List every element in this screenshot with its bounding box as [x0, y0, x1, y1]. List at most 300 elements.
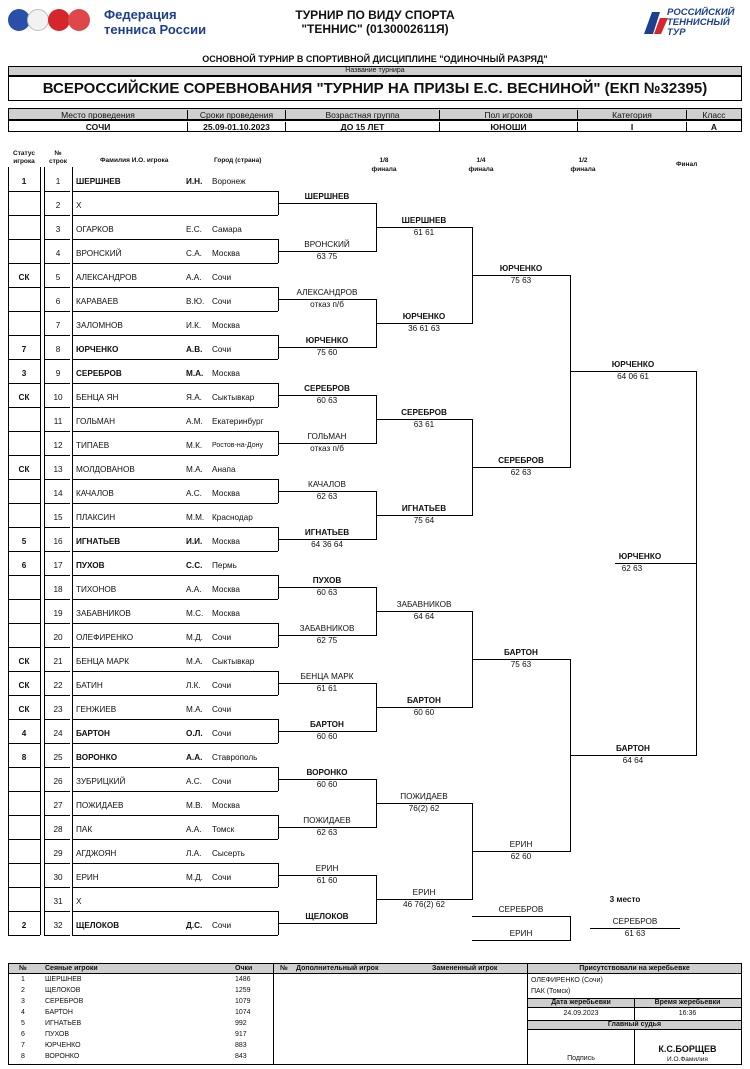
seed-points: 883 — [235, 1042, 247, 1049]
player-row-no: 30 — [53, 873, 63, 882]
player-initials: О.Л. — [186, 729, 203, 738]
third-place-label: 3 место — [609, 895, 641, 904]
bracket-line — [72, 839, 278, 840]
bracket-line — [40, 743, 41, 767]
bracket-line — [8, 455, 40, 456]
player-row-no: 23 — [53, 705, 63, 714]
player-status: 6 — [21, 561, 27, 570]
bracket-line — [8, 935, 40, 936]
draw-date-label: Дата жеребьевки — [551, 999, 611, 1006]
seed-no: 8 — [21, 1053, 25, 1060]
player-surname: ОГАРКОВ — [76, 225, 114, 234]
bracket-line — [40, 647, 41, 671]
repl-col-replaced: Замененный игрок — [432, 965, 498, 972]
bracket-line — [72, 767, 73, 791]
bracket-line — [44, 743, 45, 767]
player-row-no: 9 — [55, 369, 61, 378]
seed-points: 1486 — [235, 976, 251, 983]
bracket-line — [8, 719, 9, 743]
seed-name: ВОРОНКО — [45, 1053, 80, 1060]
bracket-line — [8, 191, 40, 192]
info-category-header: Категория — [577, 110, 686, 120]
bracket-line — [72, 383, 73, 407]
bracket-line — [8, 551, 40, 552]
player-initials: М.В. — [186, 801, 203, 810]
final-score: 64 64 — [622, 756, 644, 765]
bracket-line — [40, 527, 41, 551]
federation-line2: тенниса России — [104, 22, 207, 37]
bracket-line — [72, 455, 278, 456]
player-city: Сочи — [212, 777, 232, 786]
bracket-line — [8, 431, 40, 432]
bracket-line — [40, 335, 41, 359]
bracket-line — [44, 191, 45, 215]
seed-name: БАРТОН — [45, 1009, 73, 1016]
bracket-line — [44, 887, 70, 888]
player-status: СК — [18, 393, 30, 402]
bracket-line — [8, 455, 9, 479]
bracket-line — [72, 335, 278, 336]
bracket-line — [44, 239, 45, 263]
bracket-line — [72, 263, 73, 287]
bracket-line — [72, 719, 73, 743]
bracket-line — [8, 575, 9, 599]
bracket-line — [44, 671, 70, 672]
player-city: Москва — [212, 801, 240, 810]
bracket-line — [44, 647, 70, 648]
bracket-line — [72, 191, 278, 192]
bracket-line — [72, 503, 73, 527]
bracket-line — [8, 239, 40, 240]
bracket-line — [72, 815, 73, 839]
player-initials: А.В. — [186, 345, 203, 354]
bracket-line — [40, 623, 41, 647]
player-row-no: 24 — [53, 729, 63, 738]
player-city: Сыктывкар — [212, 657, 255, 666]
bracket-line — [8, 863, 40, 864]
qf-winner-name: ИГНАТЬЕВ — [401, 504, 447, 513]
qf-score: 75 64 — [413, 516, 435, 525]
qf-winner-name: ПОЖИДАЕВ — [400, 792, 448, 801]
player-surname: ЩЕЛОКОВ — [76, 921, 120, 930]
bracket-line — [8, 863, 9, 887]
player-surname: ШЕРШНЕВ — [76, 177, 121, 186]
qf-score: 46 76(2) 62 — [403, 900, 445, 909]
player-initials: А.А. — [186, 585, 202, 594]
r16-winner-name: БЕНЦА МАРК — [300, 672, 354, 681]
seed-name: ЮРЧЕНКО — [45, 1042, 81, 1049]
bracket-line — [72, 887, 278, 888]
r16-winner-name: БАРТОН — [310, 720, 344, 729]
r16-score: 62 75 — [316, 636, 338, 645]
player-initials: М.Д. — [186, 633, 203, 642]
bracket-line — [44, 767, 70, 768]
player-surname: ГОЛЬМАН — [76, 417, 116, 426]
bracket-line — [44, 527, 45, 551]
draw-time-label: Время жеребьевки — [654, 999, 721, 1006]
seed-no: 6 — [21, 1031, 25, 1038]
title-line2: "ТЕННИС" (0130002611Я) — [301, 22, 449, 36]
bracket-line — [8, 191, 9, 215]
bracket-line — [44, 407, 45, 431]
bracket-line — [8, 503, 40, 504]
bracket-line — [8, 647, 40, 648]
bracket-line — [72, 599, 73, 623]
present-2: ПАК (Томск) — [531, 988, 571, 995]
bracket-line — [72, 527, 73, 551]
bracket-line — [72, 527, 278, 528]
player-row-no: 27 — [53, 801, 63, 810]
col-row-no-header: № строк — [49, 150, 67, 165]
r16-winner-name: ШЕРШНЕВ — [304, 192, 350, 201]
bracket-line — [72, 311, 73, 335]
info-age: ДО 15 ЛЕТ — [285, 122, 439, 132]
player-row-no: 17 — [53, 561, 63, 570]
player-row-no: 21 — [53, 657, 63, 666]
bracket-line — [44, 839, 70, 840]
bracket-line — [44, 863, 70, 864]
bracket-line — [8, 791, 40, 792]
player-surname: ТИХОНОВ — [76, 585, 117, 594]
referee-label: Главный судья — [607, 1021, 662, 1028]
bracket-line — [72, 263, 278, 264]
bracket-line — [8, 695, 40, 696]
bracket-line — [72, 575, 278, 576]
bracket-line — [40, 911, 41, 935]
player-city: Москва — [212, 321, 240, 330]
bracket-line — [40, 719, 41, 743]
bracket-line — [44, 215, 70, 216]
player-initials: М.А. — [186, 705, 203, 714]
player-row-no: 32 — [53, 921, 63, 930]
bracket-line — [40, 479, 41, 503]
player-row-no: 22 — [53, 681, 63, 690]
player-city: Сочи — [212, 873, 232, 882]
player-initials: И.Н. — [186, 177, 203, 186]
bracket-line — [40, 311, 41, 335]
bracket-line — [72, 551, 73, 575]
player-surname: КАРАВАЕВ — [76, 297, 119, 306]
bracket-line — [44, 359, 70, 360]
player-surname: АГДЖОЯН — [76, 849, 117, 858]
player-city: Анапа — [212, 465, 236, 474]
player-city: Сочи — [212, 705, 232, 714]
r16-winner-name: КАЧАЛОВ — [308, 480, 346, 489]
r16-score: 75 60 — [316, 348, 338, 357]
bracket-line — [8, 215, 40, 216]
bracket-line — [72, 239, 278, 240]
bracket-line — [72, 791, 278, 792]
player-initials: А.С. — [186, 777, 202, 786]
bracket-line — [8, 767, 40, 768]
seed-row — [9, 1019, 273, 1030]
seed-no: 7 — [21, 1042, 25, 1049]
bracket-line — [8, 383, 40, 384]
bracket-line — [40, 815, 41, 839]
bracket-line — [44, 479, 45, 503]
bracket-line — [72, 407, 278, 408]
r16-winner-name: ВРОНСКИЙ — [304, 240, 350, 249]
player-initials: А.А. — [186, 825, 202, 834]
player-city: Сочи — [212, 297, 232, 306]
player-initials: М.К. — [186, 441, 203, 450]
referee-caption: И.О.Фамилия — [667, 1056, 708, 1063]
bracket-line — [40, 239, 41, 263]
player-surname: Х — [76, 897, 82, 906]
bracket-line — [40, 455, 41, 479]
bracket-line — [8, 815, 40, 816]
bracket-line — [8, 335, 40, 336]
r16-score: отказ п/б — [310, 300, 344, 309]
player-row-no: 16 — [53, 537, 63, 546]
player-city: Сочи — [212, 681, 232, 690]
seed-row — [9, 986, 273, 997]
info-gender-header: Пол игроков — [439, 110, 577, 120]
bracket-line — [40, 671, 41, 695]
player-status: СК — [18, 681, 30, 690]
bracket-line — [278, 923, 376, 924]
bracket-line — [72, 383, 278, 384]
seed-no: 5 — [21, 1020, 25, 1027]
player-city: Томск — [212, 825, 235, 834]
bracket-line — [72, 407, 73, 431]
federation-line1: Федерация — [104, 7, 177, 22]
bracket-line — [72, 671, 73, 695]
player-surname: ТИПАЕВ — [76, 441, 110, 450]
bracket-line — [44, 719, 70, 720]
bracket-line — [72, 911, 73, 935]
rtt-line1: РОССИЙСКИЙ — [667, 7, 735, 18]
bracket-line — [8, 263, 40, 264]
player-city: Ставрополь — [212, 753, 258, 762]
bracket-line — [72, 239, 73, 263]
seed-row — [9, 1052, 273, 1063]
bracket-line — [44, 815, 45, 839]
player-surname: ЗАБАВНИКОВ — [76, 609, 131, 618]
player-city: Воронеж — [212, 177, 246, 186]
bracket-line — [44, 287, 45, 311]
bracket-line — [40, 551, 41, 575]
player-row-no: 4 — [55, 249, 61, 258]
bracket-line — [8, 647, 9, 671]
player-status: 5 — [21, 537, 27, 546]
bracket-line — [40, 767, 41, 791]
player-status: 8 — [21, 753, 27, 762]
player-surname: АЛЕКСАНДРОВ — [76, 273, 137, 282]
seed-points: 1079 — [235, 998, 251, 1005]
bracket-line — [44, 287, 70, 288]
info-venue-header: Место проведения — [61, 110, 135, 120]
r16-score: 60 60 — [316, 732, 338, 741]
bracket-line — [8, 287, 40, 288]
bracket-line — [44, 311, 70, 312]
r16-winner-name: ПОЖИДАЕВ — [303, 816, 351, 825]
bracket-line — [40, 359, 41, 383]
r16-score: 60 60 — [316, 780, 338, 789]
final-winner-name: ЮРЧЕНКО — [611, 360, 655, 369]
bracket-line — [72, 671, 278, 672]
bracket-line — [8, 839, 9, 863]
info-gender: ЮНОШИ — [439, 122, 577, 132]
bracket-line — [8, 887, 40, 888]
r16-winner-name: ЕРИН — [315, 864, 339, 873]
bracket-line — [8, 239, 9, 263]
bracket-line — [44, 599, 45, 623]
bracket-line — [72, 359, 278, 360]
bracket-line — [72, 431, 278, 432]
qf-score: 36 61 63 — [408, 324, 440, 333]
bracket-line — [72, 623, 73, 647]
seed-name: ШЕРШНЕВ — [45, 976, 82, 983]
bracket-line — [44, 383, 45, 407]
bracket-line — [44, 791, 70, 792]
seed-row — [9, 997, 273, 1008]
player-city: Сыктывкар — [212, 393, 255, 402]
player-initials: М.С. — [186, 609, 204, 618]
bracket-line — [72, 719, 278, 720]
player-city: Краснодар — [212, 513, 253, 522]
seeds-table — [8, 963, 274, 1065]
bracket-line — [40, 863, 41, 887]
third-place-winner: СЕРЕБРОВ — [612, 917, 658, 926]
player-initials: М.А. — [186, 657, 203, 666]
seeds-col-no: № — [19, 965, 27, 972]
bracket-line — [8, 407, 40, 408]
player-city: Москва — [212, 537, 240, 546]
bracket-line — [72, 815, 278, 816]
player-status: 3 — [21, 369, 27, 378]
qf-score: 63 61 — [413, 420, 435, 429]
bracket-line — [278, 203, 376, 204]
info-dates: 25.09-01.10.2023 — [187, 122, 285, 132]
seed-points: 1259 — [235, 987, 251, 994]
bracket-line — [8, 407, 9, 431]
champion-name: ЮРЧЕНКО — [618, 552, 662, 561]
bracket-line — [72, 215, 73, 239]
sf-score: 75 63 — [510, 276, 532, 285]
seed-row — [9, 1030, 273, 1041]
player-city: Сочи — [212, 345, 232, 354]
bracket-line — [44, 455, 70, 456]
champion-score: 62 63 — [621, 564, 643, 573]
info-age-header: Возрастная группа — [285, 110, 439, 120]
r16-winner-name: ЮРЧЕНКО — [305, 336, 349, 345]
bracket-line — [40, 791, 41, 815]
bracket-line — [8, 575, 40, 576]
qf-winner-name: ЗАБАВНИКОВ — [396, 600, 452, 609]
r16-score: 60 63 — [316, 588, 338, 597]
bracket-line — [72, 935, 278, 936]
col-city-header: Город (страна) — [214, 157, 262, 164]
player-row-no: 19 — [53, 609, 63, 618]
player-row-no: 5 — [55, 273, 61, 282]
bracket-line — [8, 311, 9, 335]
player-surname: ПАК — [76, 825, 93, 834]
seed-points: 992 — [235, 1020, 247, 1027]
r16-score: 60 63 — [316, 396, 338, 405]
r16-winner-name: СЕРЕБРОВ — [304, 384, 350, 393]
player-surname: БЕНЦА МАРК — [76, 657, 130, 666]
player-city: Пермь — [212, 561, 237, 570]
bracket-line — [44, 935, 70, 936]
player-row-no: 25 — [53, 753, 63, 762]
player-row-no: 29 — [53, 849, 63, 858]
bracket-line — [44, 815, 70, 816]
player-surname: БЕНЦА ЯН — [76, 393, 119, 402]
player-surname: ВРОНСКИЙ — [76, 249, 122, 258]
player-row-no: 6 — [55, 297, 61, 306]
bracket-line — [8, 743, 9, 767]
qf-winner-name: БАРТОН — [407, 696, 441, 705]
bracket-line — [44, 551, 70, 552]
seed-name: ПУХОВ — [45, 1031, 70, 1038]
player-initials: И.И. — [186, 537, 203, 546]
col-sf-header: 1/2 финала — [570, 157, 596, 173]
seed-row — [9, 1008, 273, 1019]
player-status: СК — [18, 273, 30, 282]
bracket-line — [8, 527, 9, 551]
bracket-line — [8, 599, 9, 623]
seed-no: 3 — [21, 998, 25, 1005]
col-qf-header: 1/4 финала — [468, 157, 494, 173]
bracket-line — [72, 743, 73, 767]
bracket-line — [8, 887, 9, 911]
player-surname: БАРТОН — [76, 729, 110, 738]
r16-score: 63 75 — [316, 252, 338, 261]
bracket-line — [8, 695, 9, 719]
bracket-line — [44, 503, 45, 527]
bracket-line — [44, 887, 45, 911]
sf-score: 62 63 — [510, 468, 532, 477]
player-surname: ЗУБРИЦКИЙ — [76, 777, 126, 786]
bracket-line — [44, 431, 45, 455]
player-row-no: 7 — [55, 321, 61, 330]
bracket-line — [44, 911, 70, 912]
player-row-no: 13 — [53, 465, 63, 474]
r16-winner-name: АЛЕКСАНДРОВ — [296, 288, 358, 297]
player-surname: Х — [76, 201, 82, 210]
info-category: I — [577, 122, 686, 132]
seed-no: 4 — [21, 1009, 25, 1016]
player-surname: ПЛАКСИН — [76, 513, 116, 522]
bracket-line — [8, 311, 40, 312]
qf-winner-name: ШЕРШНЕВ — [401, 216, 447, 225]
player-initials: Л.К. — [186, 681, 201, 690]
bracket-line — [72, 647, 73, 671]
bracket-line — [8, 767, 9, 791]
bracket-line — [44, 791, 45, 815]
r16-score: 64 36 64 — [311, 540, 343, 549]
player-city: Москва — [212, 609, 240, 618]
r16-winner-name: ВОРОНКО — [306, 768, 348, 777]
sf-winner-name: СЕРЕБРОВ — [498, 456, 544, 465]
player-row-no: 28 — [53, 825, 63, 834]
info-class-header: Класс — [686, 110, 741, 120]
bracket-line — [44, 407, 70, 408]
final-score: 64 06 61 — [617, 372, 649, 381]
bracket-line — [44, 431, 70, 432]
bracket-line — [44, 359, 45, 383]
seed-name: ЩЕЛОКОВ — [45, 987, 81, 994]
bracket-line — [72, 863, 73, 887]
r16-winner-name: ПУХОВ — [312, 576, 342, 585]
player-surname: КАЧАЛОВ — [76, 489, 114, 498]
player-initials: Я.А. — [186, 393, 202, 402]
player-city: Москва — [212, 369, 240, 378]
bracket-line — [44, 455, 45, 479]
bracket-line — [44, 215, 45, 239]
bracket-line — [8, 263, 9, 287]
